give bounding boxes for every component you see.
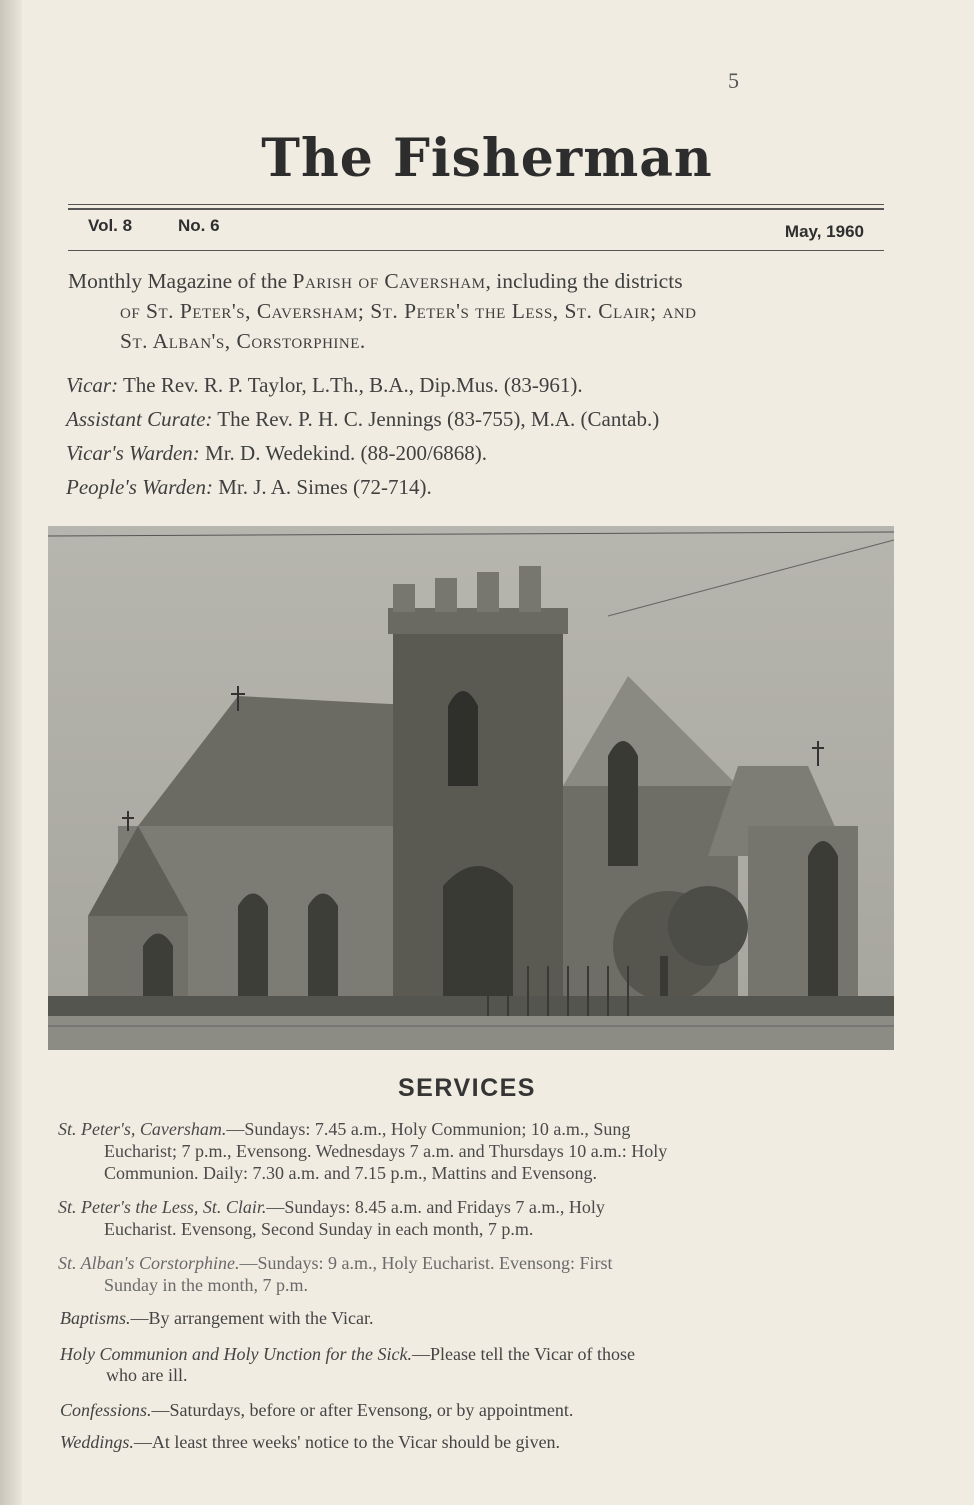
- page-number: 5: [728, 68, 739, 93]
- intro-line-1: Monthly Magazine of the Parish of Caversham, including the districts: [68, 269, 683, 293]
- issue-bar: [88, 216, 864, 244]
- clergy-assistant-curate: Assistant Curate: The Rev. P. H. C. Jennings (83-755), M.A. (Cantab.): [66, 407, 660, 431]
- clergy-list: [66, 368, 896, 504]
- issue-date: May, 1960: [784, 222, 864, 241]
- services-list: [58, 1118, 878, 1308]
- issue-bottom-rule: [68, 250, 884, 251]
- note-confessions: Confessions.—Saturdays, before or after Evensong, or by appointment.: [60, 1400, 574, 1420]
- clergy-peoples-warden: People's Warden: Mr. J. A. Simes (72-714).: [66, 475, 432, 499]
- church-photo: [48, 526, 894, 1050]
- intro-line-3: St. Alban's, Corstorphine.: [120, 329, 366, 353]
- church-illustration: [48, 526, 894, 1050]
- clergy-vicars-warden: Vicar's Warden: Mr. D. Wedekind. (88-200/6868).: [66, 441, 488, 465]
- intro-line-2: of St. Peter's, Caversham; St. Peter's the Less, St. Clair; and: [120, 299, 697, 323]
- services-heading: SERVICES: [398, 1074, 536, 1102]
- top-rule-thin: [68, 204, 884, 205]
- service-st-albans-corstorphine: St. Alban's Corstorphine.—Sundays: 9 a.m., Holy Eucharist. Evensong: First Sunday in the month, 7 p.m.: [58, 1253, 613, 1295]
- top-rule-thick: [68, 208, 884, 210]
- clergy-vicar: Vicar: The Rev. R. P. Taylor, L.Th., B.A., Dip.Mus. (83-961).: [66, 373, 583, 397]
- issue-number-label: No. 6: [178, 216, 220, 235]
- magazine-description: [68, 266, 888, 356]
- page-binding-shadow: [0, 0, 22, 1505]
- service-st-peters-caversham: St. Peter's, Caversham.—Sundays: 7.45 a.m., Holy Communion; 10 a.m., Sung Eucharist; 7 p.m., Evensong. Wednesdays 7 a.m. and Thursdays 10 a.m.: Holy Communion. Daily: 7.30 a.m. and 7.15 p.m., Mattins and Evensong.: [58, 1119, 668, 1183]
- masthead-title: The Fisherman: [261, 128, 713, 189]
- note-holy-communion-sick: Holy Communion and Holy Unction for the Sick.—Please tell the Vicar of those who are ill.: [60, 1344, 635, 1385]
- note-weddings: Weddings.—At least three weeks' notice to the Vicar should be given.: [60, 1432, 561, 1452]
- note-baptisms: Baptisms.—By arrangement with the Vicar.: [60, 1308, 374, 1328]
- service-st-peters-the-less: St. Peter's the Less, St. Clair.—Sundays: 8.45 a.m. and Fridays 7 a.m., Holy Eucharist. Evensong, Second Sunday in each month, 7 p.m.: [58, 1197, 605, 1239]
- volume-label: Vol. 8: [88, 216, 133, 235]
